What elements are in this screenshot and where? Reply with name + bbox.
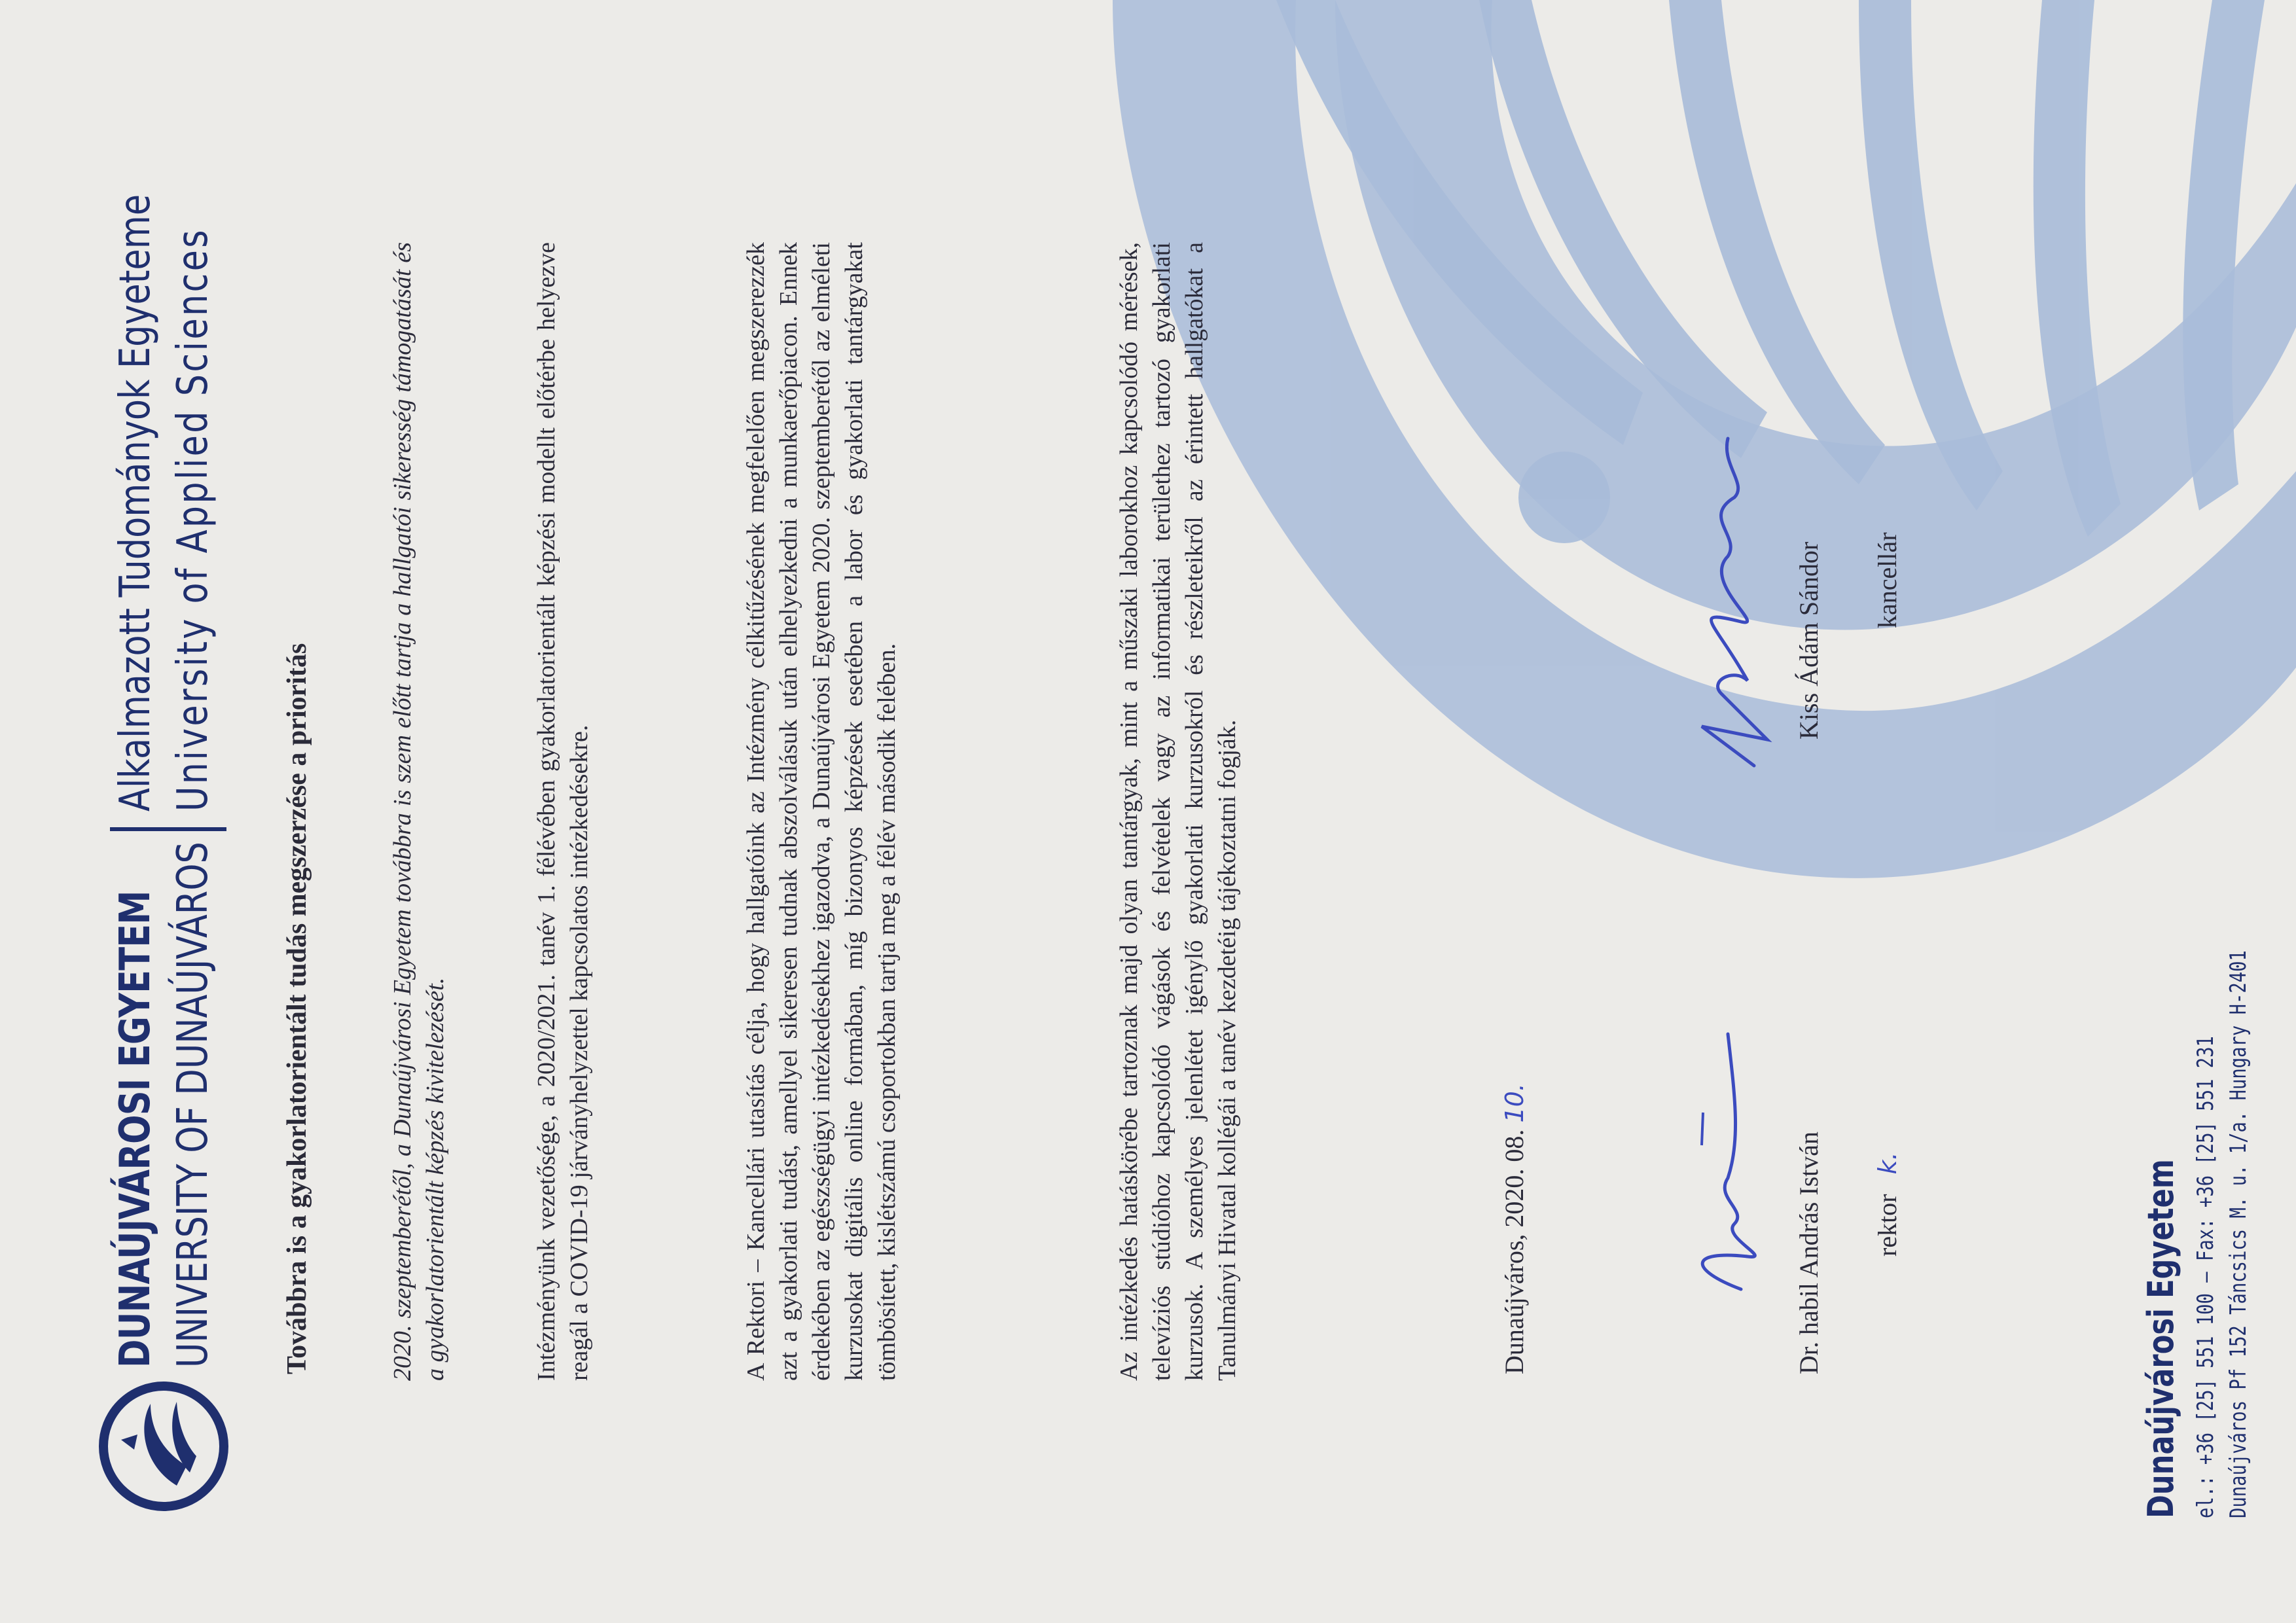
footer-address: Dunaújváros Pf 152 Táncsics M. u. 1/a. Hungary H-2401 <box>2225 950 2251 1518</box>
date-day-handwritten: 10. <box>1500 1083 1529 1123</box>
rector-signature <box>1662 982 1793 1309</box>
university-logo-icon <box>98 1381 229 1512</box>
rector-title <box>1872 1152 1903 1257</box>
rector-initial: k. <box>1873 1152 1902 1175</box>
header-divider <box>110 827 226 831</box>
university-name-en: UNIVERSITY OF DUNAÚJVÁROS <box>169 842 217 1368</box>
intro-paragraph: 2020. szeptemberétől, a Dunaújvárosi Egyetem továbbra is szem előtt tartja a hallgatói sikeresség támogatását és a gyakorlatorientált képzés kivitelezését. <box>389 242 449 1381</box>
university-name-hu: DUNAÚJVÁROSI EGYETEM <box>111 891 160 1368</box>
footer-contact: el.: +36 [25] 551 100 – Fax: +36 [25] 551 231 <box>2193 1036 2219 1518</box>
document-title: Továbbra is a gyakorlatorientált tudás megszerzése a prioritás <box>282 643 312 1374</box>
chancellor-title: kancellár <box>1873 532 1902 628</box>
university-subtitle-hu: Alkalmazott Tudományok Egyeteme <box>111 194 160 812</box>
footer-institution-name: Dunaújvárosi Egyetem <box>2140 1159 2181 1518</box>
date-line <box>1499 1083 1530 1374</box>
paragraph-2: A Rektori – Kancellári utasítás célja, hogy hallgatóink az Intézmény célkitűzésének megfelelően megszerezzék azt a gyakorlati tudást, amellyel sikeresen tudnak abszolválásuk után elhelyezkedni a munkaerőpiacon. Ennek érdekében az egészségügyi intézkedésekhez igazodva, a Dunaújvárosi Egyetem 2020. szeptemberétől az elméleti kurzusokat digitális online formában, míg bizonyos képzések esetében a labor és gyakorlati tantárgyakat tömbösített, kislétszámú csoportokban tartja meg a félév második felében. <box>742 242 901 1381</box>
date-prefix: Dunaújváros, 2020. 08. <box>1499 1129 1529 1374</box>
university-subtitle-en: University of Applied Sciences <box>169 228 217 812</box>
paragraph-3: Az intézkedés hatáskörébe tartoznak majd olyan tantárgyak, mint a műszaki laborokhoz kapcsolódó mérések, televíziós stúdióhoz kapcsolódó vágások és felvételek vagy az informatikai területhez tartozó gyakorlati kurzusok. A személyes jelenlétet igénylő gyakorlati kurzusokról és részleteikről az érintett hallgatókat a Tanulmányi Hivatal kollégái a tanév kezdetéig tájékoztatni fogják. <box>1115 242 1241 1381</box>
paragraph-1: Intézményünk vezetősége, a 2020/2021. tanév 1. félévében gyakorlatorientált képzési modellt előtérbe helyezve reagál a COVID-19 járványhelyzettel kapcsolatos intézkedésekre. <box>533 242 593 1381</box>
rector-name: Dr. habil András István <box>1794 1131 1823 1374</box>
chancellor-signature <box>1662 412 1806 779</box>
chancellor-name: Kiss Ádám Sándor <box>1794 541 1823 740</box>
letterhead <box>85 72 255 1512</box>
rector-role: rektor <box>1873 1194 1902 1257</box>
